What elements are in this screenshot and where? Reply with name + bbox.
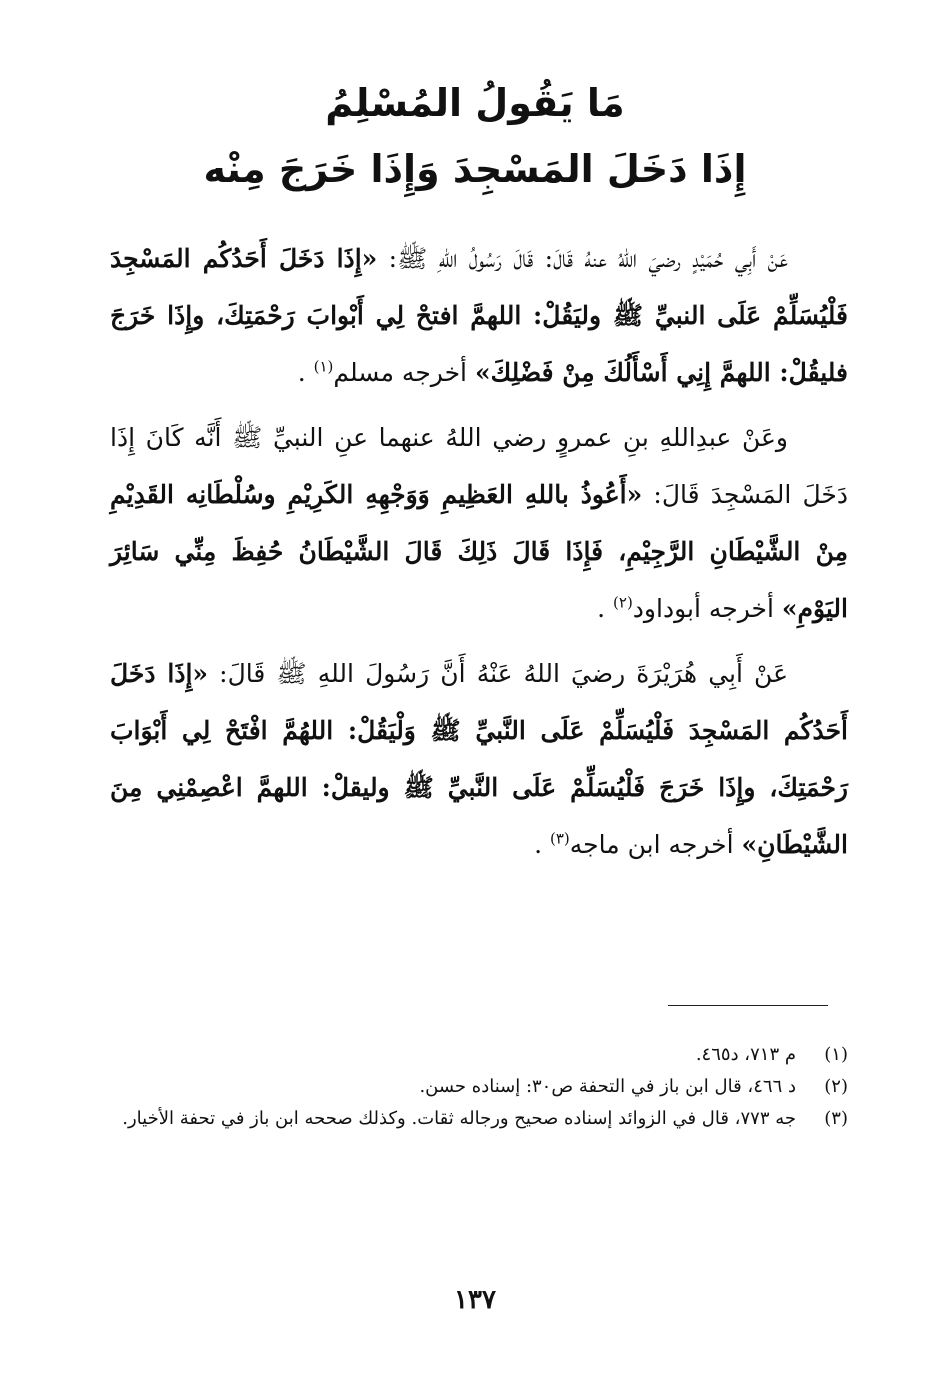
footnote-text: د ٤٦٦، قال ابن باز في التحفة ص٣٠: إسناده حسن.: [419, 1076, 796, 1097]
footnote-number: (٣): [824, 1108, 848, 1129]
sentence-end: .: [597, 594, 614, 623]
footnote-reference[interactable]: (٣): [549, 829, 570, 848]
sentence-end: .: [534, 830, 550, 859]
footnote-text: م ٧١٣، د٤٦٥.: [695, 1044, 796, 1065]
hadith-source: أخرجه مسلم: [333, 358, 475, 387]
hadith-paragraph-2: [110, 409, 848, 637]
sentence-end: .: [297, 358, 314, 387]
footnote-item: [110, 1040, 848, 1070]
hadith-source: أخرجه أبوداود: [632, 594, 782, 623]
footnote-reference[interactable]: (٢): [613, 593, 633, 612]
hadith-intro: عَنْ أَبِي حُمَيْدٍ رضيَ اللهُ عنهُ قَالَ: قَالَ رَسُولُ اللهِ ﷺ:: [377, 244, 789, 273]
hadith-section: [110, 230, 848, 881]
hadith-paragraph-1: [110, 230, 848, 401]
footnote-item: [110, 1072, 848, 1102]
hadith-paragraph-3: [110, 645, 848, 873]
footnotes-section: [110, 1040, 848, 1136]
hadith-source: أخرجه ابن ماجه: [569, 830, 742, 859]
footnote-text: جه ٧٧٣، قال في الزوائد إسناده صحيح ورجاله ثقات. وكذلك صححه ابن باز في تحفة الأخيار.: [122, 1108, 796, 1129]
chapter-title-line-2: إِذَا دَخَلَ المَسْجِدَ وَإِذَا خَرَجَ مِنْه: [203, 147, 747, 191]
hadith-intro: وعَنْ عبدِاللهِ بنِ عمروٍ رضي اللهُ عنهما عنِ النبيِّ ﷺ أَنَّه كَانَ إِذَا دَخَلَ المَسْجِدَ قَالَ:: [110, 423, 848, 509]
footnote-number: (١): [824, 1044, 848, 1065]
footnote-reference[interactable]: (١): [313, 357, 334, 376]
hadith-quote: «إِذَا دَخَلَ أَحَدُكُم المَسْجِدَ فَلْيُسَلِّمْ عَلَى النبيِّ ﷺ وليَقُلْ: اللهمَّ افتحْ لِي أَبْوابَ رَحْمَتِكَ، وإِذَا خَرَجَ فليقُلْ: اللهمَّ إِنِي أَسْأَلُكَ مِنْ فَضْلِكَ»: [110, 244, 848, 387]
chapter-title-line-1: مَا يَقُولُ المُسْلِمُ: [325, 81, 625, 125]
page-number: ١٣٧: [454, 1285, 496, 1315]
chapter-title: [110, 70, 840, 202]
footnote-item: [110, 1104, 848, 1134]
footnote-number: (٢): [824, 1076, 848, 1097]
hadith-quote: «إِذَا دَخَلَ أَحَدُكُم المَسْجِدَ فَلْيُسَلِّمْ عَلَى النَّبيِّ ﷺ وَلْيَقُلْ: اللهُمَّ افْتَحْ لِي أَبْوَابَ رَحْمَتِكَ، وإِذَا خَرَجَ فَلْيُسَلِّمْ عَلَى النَّبيِّ ﷺ وليقلْ: اللهمَّ اعْصِمْنِي مِنَ الشَّيْطَانِ»: [110, 659, 848, 859]
footnote-divider: [668, 1005, 828, 1006]
hadith-quote: «أَعُوذُ باللهِ العَظِيمِ وَوَجْهِهِ الكَرِيْمِ وسُلْطَانِه القَدِيْمِ مِنْ الشَّيْطَانِ الرَّجِيْمِ، فَإِذَا قَالَ ذَلِكَ قَالَ الشَّيْطَانُ حُفِظَ مِنِّي سَائِرَ اليَوْمِ»: [110, 480, 848, 623]
hadith-intro: عَنْ أَبِي هُرَيْرَةَ رضيَ اللهُ عَنْهُ أَنَّ رَسُولَ اللهِ ﷺ قَالَ:: [208, 659, 789, 688]
